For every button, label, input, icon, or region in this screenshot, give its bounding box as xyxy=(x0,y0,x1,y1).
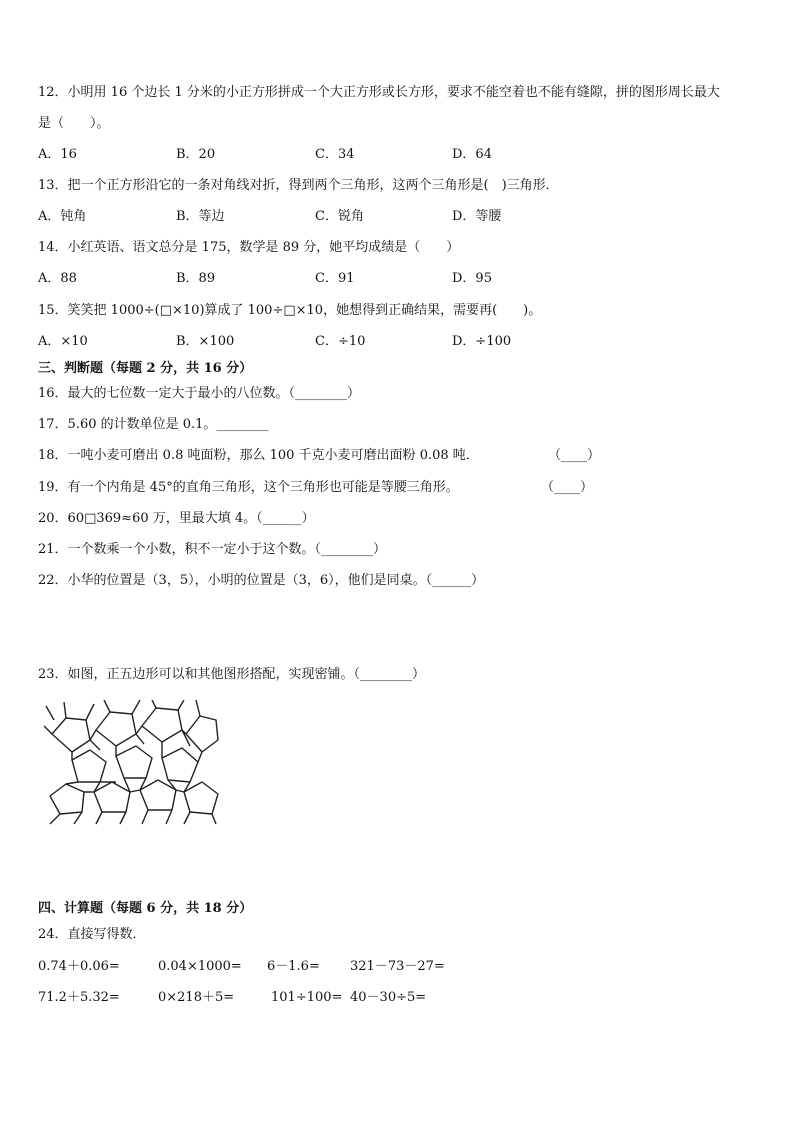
option-c[interactable]: C．91 xyxy=(315,271,355,286)
calc-item: 71.2＋5.32= xyxy=(38,990,120,1005)
option-c[interactable]: C．锐角 xyxy=(315,209,364,224)
calc-item: 0.74＋0.06= xyxy=(38,959,120,974)
section-4-heading: 四、计算题（每题 6 分，共 18 分） xyxy=(38,901,253,916)
option-d[interactable]: D．÷100 xyxy=(452,334,512,349)
question-13-text: 13．把一个正方形沿它的一条对角线对折，得到两个三角形，这两个三角形是( )三角形． xyxy=(38,178,559,193)
question-18-answer-blank[interactable]: （____） xyxy=(548,448,601,463)
option-c[interactable]: C．÷10 xyxy=(315,334,366,349)
calc-item: 0×218＋5= xyxy=(158,990,235,1005)
option-d[interactable]: D．64 xyxy=(452,147,492,162)
option-a[interactable]: A．钝角 xyxy=(38,209,87,224)
question-21-text: 21．一个数乘一个小数，积不一定小于这个数。（________） xyxy=(38,542,387,557)
option-a[interactable]: A．×10 xyxy=(38,334,88,349)
question-12-text: 12．小明用 16 个边长 1 分米的小正方形拼成一个大正方形或长方形，要求不能空着也不能有缝隙，拼的图形周长最大 xyxy=(38,85,720,100)
question-17-text: 17．5.60 的计数单位是 0.1。________ xyxy=(38,417,269,432)
calc-item: 6－1.6= xyxy=(267,959,320,974)
question-24-text: 24．直接写得数． xyxy=(38,927,146,942)
option-a[interactable]: A．16 xyxy=(38,147,77,162)
option-b[interactable]: B．等边 xyxy=(176,209,225,224)
question-18-text: 18．一吨小麦可磨出 0.8 吨面粉，那么 100 千克小麦可磨出面粉 0.08 吨． xyxy=(38,448,479,463)
pentagon-tessellation-figure xyxy=(44,700,219,825)
option-d[interactable]: D．等腰 xyxy=(452,209,502,224)
option-c[interactable]: C．34 xyxy=(315,147,355,162)
question-12-text-cont: 是（ ）。 xyxy=(38,116,110,131)
option-b[interactable]: B．×100 xyxy=(176,334,235,349)
option-a[interactable]: A．88 xyxy=(38,271,77,286)
question-23-text: 23．如图，正五边形可以和其他图形搭配，实现密铺。（________） xyxy=(38,667,426,682)
calc-item: 321－73－27= xyxy=(350,959,445,974)
question-20-text: 20．60□369≈60 万，里最大填 4。（______） xyxy=(38,511,315,526)
calc-item: 0.04×1000= xyxy=(158,959,242,974)
section-3-heading: 三、判断题（每题 2 分，共 16 分） xyxy=(38,361,253,376)
question-15-text: 15．笑笑把 1000÷(□×10)算成了 100÷□×10，她想得到正确结果，需要再( )。 xyxy=(38,303,542,318)
question-14-text: 14．小红英语、语文总分是 175，数学是 89 分，她平均成绩是（ ） xyxy=(38,240,460,255)
option-b[interactable]: B．89 xyxy=(176,271,216,286)
calc-item: 40－30÷5= xyxy=(350,990,427,1005)
question-19-answer-blank[interactable]: （____） xyxy=(541,480,594,495)
question-16-text: 16．最大的七位数一定大于最小的八位数。（________） xyxy=(38,386,361,401)
option-d[interactable]: D．95 xyxy=(452,271,492,286)
question-19-text: 19．有一个内角是 45°的直角三角形，这个三角形也可能是等腰三角形。 xyxy=(38,480,459,495)
question-22-text: 22．小华的位置是（3，5），小明的位置是（3，6），他们是同桌。（______） xyxy=(38,573,485,588)
option-b[interactable]: B．20 xyxy=(176,147,216,162)
calc-item: 101÷100= xyxy=(271,990,343,1005)
